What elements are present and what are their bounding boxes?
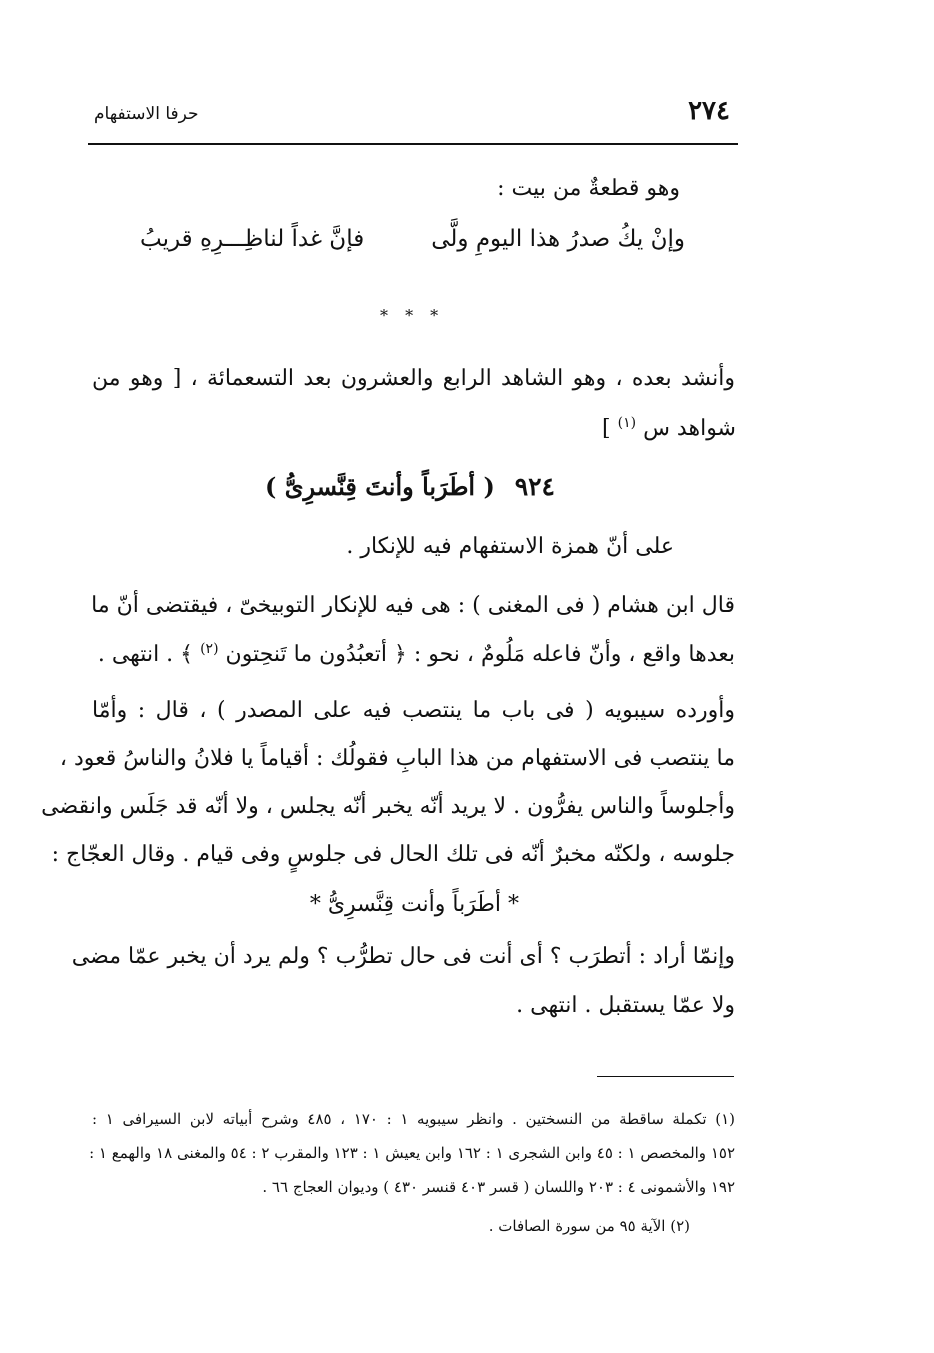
- section-separator: * * *: [380, 306, 445, 325]
- para1-line2-text: شواهد س: [643, 416, 736, 441]
- para3-line1: قال ابن هشام ( فى المغنى ) : هى فيه للإنكار التوبيخىّ ، فيقتضى أنّ ما: [91, 593, 735, 618]
- para4-line3: وأجلوساً والناس يفرُّون . لا يريد أنّه يخبر أنّه يجلس ، ولا أنّه قد جَلَس وانقضى: [41, 794, 735, 819]
- para1-line2-bracket: ]: [602, 416, 611, 441]
- para5-line2: ولا عمّا يستقبل . انتهى .: [516, 993, 735, 1018]
- quoted-hemistich: * أطَرَباً وأنت قِنَّسرِىُّ *: [309, 892, 519, 917]
- para3-line2-a: بعدها واقع ، وأنّ فاعله مَلُومٌ ، نحو : ﴿ أتعبُدُون ما تَنحِتون: [225, 642, 735, 667]
- para4-line2: ما ينتصب فى الاستفهام من هذا البابِ فقولُك : أقياماً يا فلانُ والناسُ قعود ،: [59, 746, 735, 771]
- footnote-1-line1: (١) تكملة ساقطة من النسختين . وانظر سيبويه ١ : ١٧٠ ، ٤٨٥ وشرح أبياته لابن السيرافى ١ :: [92, 1110, 735, 1128]
- para4-line1: وأورده سيبويه ( فى باب ما ينتصب فيه على المصدر ) ، قال : وأمّا: [92, 698, 735, 723]
- para4-line4: جلوسه ، ولكنّه مخبرٌ أنّه فى تلك الحال فى جلوسٍ وفى قيام . وقال العجّاج :: [51, 842, 735, 867]
- footnote-rule: [597, 1076, 734, 1077]
- shahid-entry: [265, 472, 555, 512]
- para2-line: على أنّ همزة الاستفهام فيه للإنكار .: [346, 534, 674, 559]
- footnote-1-line2: ١٥٢ والمخصص ١ : ٤٥ وابن الشجرى ١ : ١٦٢ وابن يعيش ١ : ١٢٣ والمقرب ٢ : ٥٤ والمغنى ١٨ والهمع ١ :: [89, 1144, 735, 1162]
- header-rule: [88, 143, 738, 145]
- footnote-2: (٢) الآية ٩٥ من سورة الصافات .: [488, 1217, 690, 1235]
- footnote-ref-1: (١): [617, 415, 637, 431]
- para3-line2-b: ﴾ . انتهى .: [97, 642, 194, 667]
- para5-line1: وإنمّا أراد : أتطرَب ؟ أى أنت فى حال تطرُّب ؟ ولم يرد أن يخبر عمّا مضى: [71, 944, 735, 969]
- poetry-verse: [140, 226, 685, 266]
- para1-line1: وأنشد بعده ، وهو الشاهد الرابع والعشرون بعد التسعمائة ، [ وهو من: [92, 366, 735, 391]
- footnote-1-line3: ١٩٢ والأشمونى ٤ : ٢٠٣ واللسان ( قسر ٤٠٣ قنسر ٤٣٠ ) وديوان العجاج ٦٦ .: [262, 1178, 735, 1196]
- para1-line2: [602, 416, 736, 442]
- entry-number: ٩٢٤: [514, 472, 555, 501]
- para3-line2: [98, 642, 735, 668]
- page-number: ٢٧٤: [688, 96, 730, 126]
- page-header: [88, 96, 736, 136]
- entry-quote: ( أطَرَباً وأنتَ قِنَّسرِىُّ ): [265, 472, 495, 501]
- verse-first-hemistich: وإنْ يكُ صدرُ هذا اليومِ ولَّى: [431, 226, 685, 252]
- intro-line: وهو قطعةٌ من بيت :: [497, 176, 680, 201]
- verse-second-hemistich: فإنَّ غداً لناظِـــرِهِ قريبُ: [140, 226, 365, 252]
- footnote-ref-2: (٢): [200, 641, 219, 657]
- running-title: حرفا الاستفهام: [94, 104, 199, 124]
